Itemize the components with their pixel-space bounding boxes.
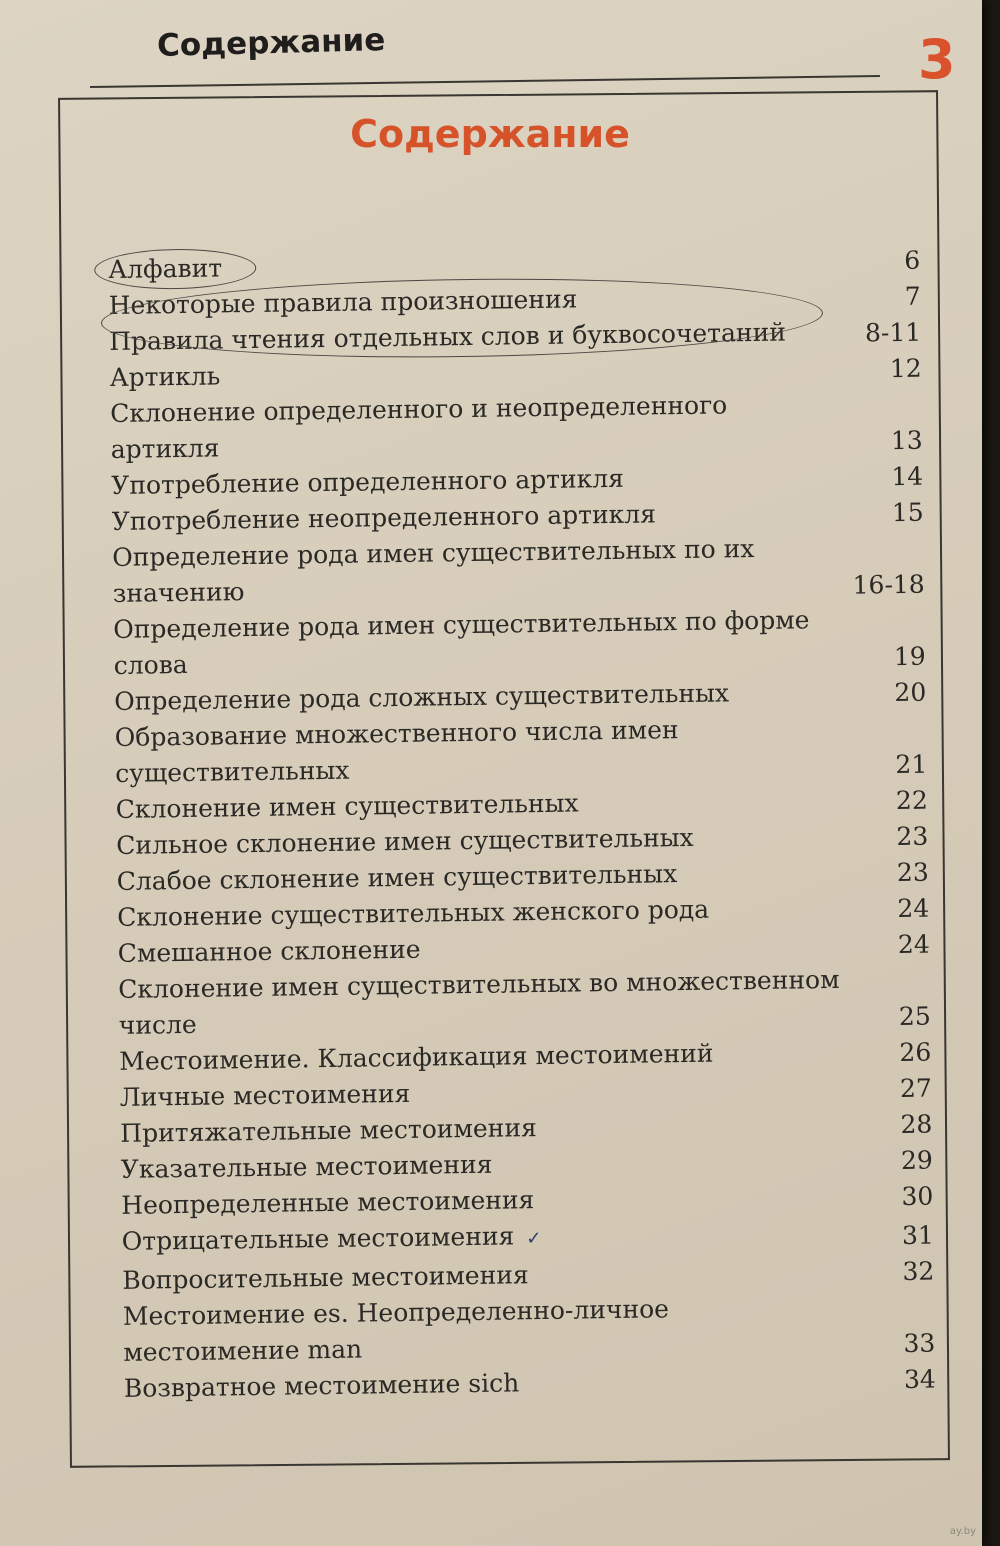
toc-entry-page: 14	[891, 461, 924, 492]
toc-entry-page: 13	[890, 425, 923, 456]
toc-entry-title: Употребление неопределенного артикля	[111, 499, 657, 536]
toc-entry-page: 31	[901, 1220, 935, 1251]
toc-entry-title: Употребление определенного артикля	[111, 463, 625, 500]
toc-entry	[118, 961, 931, 1044]
toc-entry-page: 15	[891, 497, 924, 528]
toc-entry	[123, 1288, 936, 1371]
toc-title: Содержание	[350, 112, 630, 156]
toc-entry-page: 28	[900, 1109, 933, 1140]
toc-entry-title: Смешанное склонение	[117, 934, 421, 968]
toc-entry	[110, 385, 923, 468]
toc-entry	[112, 529, 925, 612]
toc-entry-title: Образование множественного числа имен существительных	[114, 715, 679, 788]
toc-entry-title: Неопределенные местоимения	[121, 1185, 535, 1220]
watermark: ay.by	[949, 1526, 976, 1537]
toc-entry-page: 23	[896, 821, 929, 852]
toc-entry-title: Личные местоимения	[119, 1078, 411, 1112]
toc-entry-page: 26	[899, 1037, 932, 1068]
toc-entry-page: 29	[900, 1145, 933, 1176]
toc-entry-page: 8-11	[864, 317, 922, 348]
toc-entry-title: Слабое склонение имен существительных	[116, 859, 678, 896]
toc-entry-title: Склонение существительных женского рода	[117, 894, 710, 932]
toc-entry	[113, 601, 926, 684]
toc-entry-title: Алфавит	[108, 253, 223, 284]
toc-entry-title: Указательные местоимения	[120, 1149, 493, 1184]
toc-entry-title: Притяжательные местоимения	[120, 1113, 538, 1148]
toc-entry-page: 30	[901, 1181, 934, 1212]
toc-entry-page: 34	[903, 1364, 937, 1394]
toc-entry-page: 20	[894, 677, 927, 708]
toc-entry-title: Сильное склонение имен существительных	[116, 822, 694, 860]
toc-entry-title: Склонение имен существительных	[115, 788, 579, 824]
toc-entry-page: 25	[898, 1001, 931, 1032]
toc-entry-page: 7	[904, 281, 921, 311]
toc-entry-title: Некоторые правила произношения	[108, 284, 578, 320]
toc-entry-page: 27	[899, 1073, 932, 1104]
toc-entry-title-text: Отрицательные местоимения	[121, 1221, 515, 1256]
toc-entry-page: 21	[895, 749, 928, 780]
toc-entry-title: Вопросительные местоимения	[122, 1260, 529, 1295]
toc-entry-title: Местоимение. Классификация местоимений	[119, 1038, 714, 1076]
toc-entry-page: 24	[897, 929, 930, 960]
toc-entry-page: 32	[902, 1256, 935, 1287]
toc-entry-page: 16-18	[852, 569, 925, 600]
toc-entry-page: 24	[897, 893, 930, 924]
toc-entry-title: Определение рода имен существительных по форме слова	[113, 605, 810, 680]
toc-entry-page: 12	[889, 353, 922, 384]
toc-entry-page: 6	[904, 245, 921, 275]
toc-entry-title: Правила чтения отдельных слов и буквосочетаний	[109, 317, 787, 356]
toc-entry-page: 19	[893, 641, 926, 672]
toc-entry-title: Склонение определенного и неопределенного артикля	[110, 390, 728, 464]
toc-entry-page: 22	[895, 785, 928, 816]
toc-entry-title: Определение рода имен существительных по их значению	[112, 534, 755, 608]
check-mark-icon: ✓	[526, 1228, 542, 1250]
toc-entry-title: Определение рода сложных существительных	[114, 678, 730, 716]
toc-entry-title: Местоимение es. Неопределенно-личное местоимение man	[122, 1294, 670, 1367]
toc-entry-title: Склонение имен существительных во множественном числе	[118, 964, 840, 1040]
toc-list	[108, 241, 937, 1442]
toc-entry-page: 23	[896, 857, 929, 888]
page-number: 3	[918, 28, 956, 91]
toc-entry-page: 33	[903, 1328, 936, 1358]
toc-entry-title: Возвратное местоимение sich	[123, 1368, 520, 1403]
toc-entry	[115, 709, 928, 792]
running-head: Содержание	[156, 22, 386, 65]
toc-entry-title: Артикль	[109, 361, 221, 392]
